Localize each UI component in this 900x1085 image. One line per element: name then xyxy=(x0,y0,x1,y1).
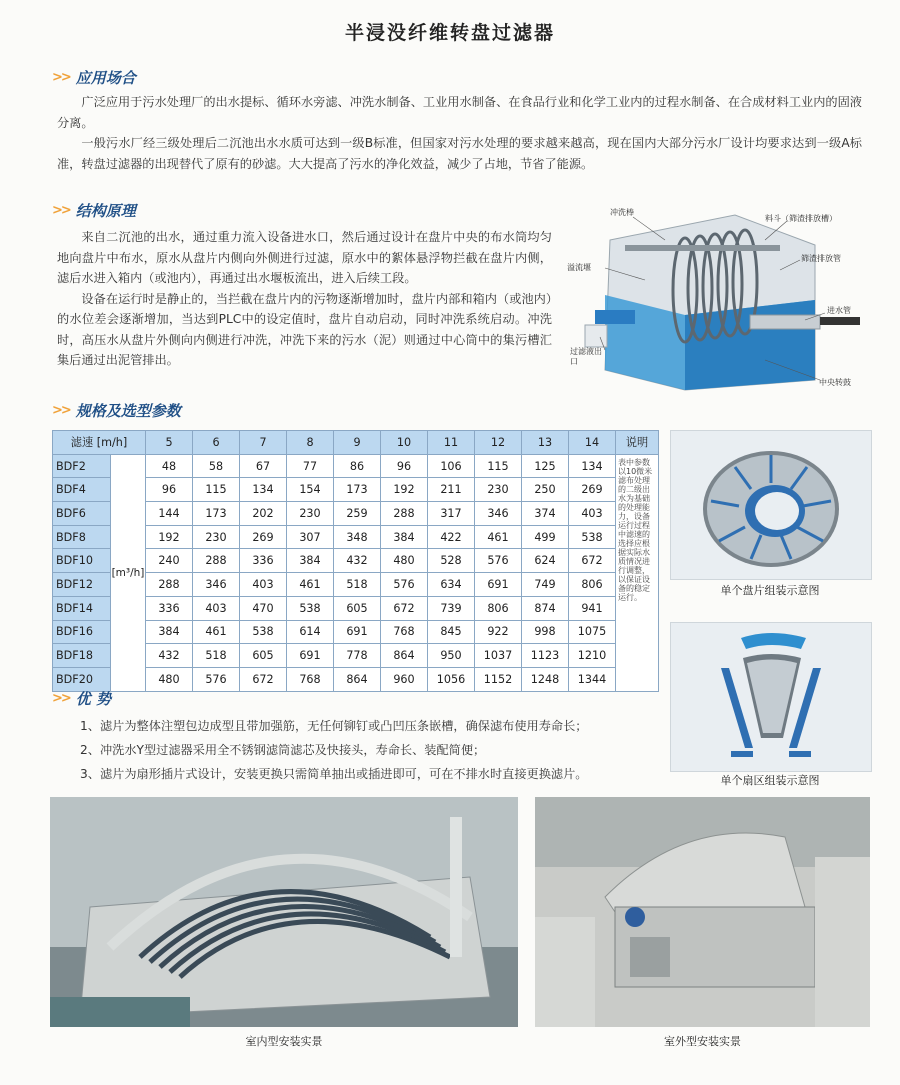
disc-icon xyxy=(671,431,871,579)
sector-illustration xyxy=(670,622,872,772)
value-cell: 1037 xyxy=(475,644,522,668)
value-cell: 230 xyxy=(287,502,334,526)
model-cell: BDF2 xyxy=(53,454,111,478)
note-cell: 表中参数以10微米滤布处理的二级出水为基础的处理能力，设备运行过程中滤速的选择应根据实际水质情况进行调整，以保证设备的稳定运行。 xyxy=(616,454,659,691)
paragraph: 设备在运行时是静止的，当拦截在盘片内的污物逐渐增加时，盘片内部和箱内（或池内）的水位差会逐渐增加，当达到PLC中的设定值时，盘片自动启动，同时冲洗系统启动。冲洗时，高压水从盘片外侧向内侧进行冲洗，冲洗下来的污水（泥）则通过中心筒中的集污槽汇集后通过出泥管排出。 xyxy=(57,291,552,367)
value-cell: 1123 xyxy=(522,644,569,668)
speed-header: 9 xyxy=(334,431,381,455)
value-cell: 576 xyxy=(381,573,428,597)
chevron-right-icon: >> xyxy=(52,403,70,418)
value-cell: 115 xyxy=(475,454,522,478)
value-cell: 58 xyxy=(193,454,240,478)
value-cell: 922 xyxy=(475,620,522,644)
corner-header: 滤速 [m/h] xyxy=(53,431,146,455)
value-cell: 806 xyxy=(475,596,522,620)
value-cell: 125 xyxy=(522,454,569,478)
speed-header: 10 xyxy=(381,431,428,455)
list-item: 2、冲洗水Y型过滤器采用全不锈钢滤筒滤芯及快接头，寿命长、装配简便； xyxy=(80,743,486,757)
value-cell: 1344 xyxy=(569,667,616,691)
section-title: 应用场合 xyxy=(75,69,136,87)
value-cell: 384 xyxy=(287,549,334,573)
section-heading-application xyxy=(52,67,136,88)
label-overflow-weir: 溢流堰 xyxy=(567,263,591,272)
value-cell: 634 xyxy=(428,573,475,597)
value-cell: 192 xyxy=(146,525,193,549)
model-cell: BDF8 xyxy=(53,525,111,549)
value-cell: 192 xyxy=(381,478,428,502)
value-cell: 48 xyxy=(146,454,193,478)
value-cell: 346 xyxy=(193,573,240,597)
section-heading-advantages xyxy=(52,688,111,709)
value-cell: 77 xyxy=(287,454,334,478)
model-cell: BDF18 xyxy=(53,644,111,668)
indoor-installation-image xyxy=(50,797,518,1027)
disc-illustration xyxy=(670,430,872,580)
value-cell: 403 xyxy=(569,502,616,526)
list-item: 3、滤片为扇形插片式设计，安装更换只需简单抽出或插进即可，可在不排水时直接更换滤片。 xyxy=(80,767,588,781)
paragraph: 一般污水厂经三级处理后二沉池出水水质可达到一级B标准，但国家对污水处理的要求越来越高，现在国内大部分污水厂设计均要求达到一级A标准，转盘过滤器的出现替代了原有的砂滤。大大提高了污水的净化效益，减少了占地，节省了能源。 xyxy=(57,136,862,171)
outdoor-caption: 室外型安装实景 xyxy=(664,1035,741,1048)
principle-text xyxy=(57,227,552,371)
value-cell: 211 xyxy=(428,478,475,502)
paragraph: 广泛应用于污水处理厂的出水提标、循环水旁滤、冲洗水制备、工业用水制备、在食品行业和化学工业内的过程水制备、在合成材料工业内的固液分离。 xyxy=(57,95,862,130)
value-cell: 778 xyxy=(334,644,381,668)
value-cell: 950 xyxy=(428,644,475,668)
value-cell: 614 xyxy=(287,620,334,644)
value-cell: 941 xyxy=(569,596,616,620)
value-cell: 461 xyxy=(475,525,522,549)
value-cell: 538 xyxy=(569,525,616,549)
label-hopper: 料斗（筛渣排放槽） xyxy=(765,214,837,223)
model-cell: BDF16 xyxy=(53,620,111,644)
model-cell: BDF6 xyxy=(53,502,111,526)
table-row xyxy=(53,454,659,478)
value-cell: 605 xyxy=(334,596,381,620)
value-cell: 960 xyxy=(381,667,428,691)
structure-diagram xyxy=(565,205,870,395)
indoor-caption: 室内型安装实景 xyxy=(245,1035,323,1048)
value-cell: 576 xyxy=(475,549,522,573)
value-cell: 806 xyxy=(569,573,616,597)
value-cell: 336 xyxy=(146,596,193,620)
value-cell: 432 xyxy=(334,549,381,573)
model-cell: BDF12 xyxy=(53,573,111,597)
value-cell: 470 xyxy=(240,596,287,620)
unit-cell: [m³/h] xyxy=(111,454,146,691)
value-cell: 461 xyxy=(287,573,334,597)
chevron-right-icon: >> xyxy=(52,691,70,706)
value-cell: 336 xyxy=(240,549,287,573)
value-cell: 672 xyxy=(569,549,616,573)
value-cell: 499 xyxy=(522,525,569,549)
value-cell: 288 xyxy=(146,573,193,597)
section-heading-spec xyxy=(52,400,181,421)
value-cell: 864 xyxy=(381,644,428,668)
value-cell: 288 xyxy=(381,502,428,526)
value-cell: 173 xyxy=(193,502,240,526)
section-title: 规格及选型参数 xyxy=(75,402,181,420)
value-cell: 259 xyxy=(334,502,381,526)
value-cell: 1056 xyxy=(428,667,475,691)
disc-caption: 单个盘片组装示意图 xyxy=(720,584,820,597)
value-cell: 348 xyxy=(334,525,381,549)
value-cell: 768 xyxy=(381,620,428,644)
application-text xyxy=(57,92,862,174)
value-cell: 317 xyxy=(428,502,475,526)
model-cell: BDF20 xyxy=(53,667,111,691)
speed-header: 6 xyxy=(193,431,240,455)
value-cell: 998 xyxy=(522,620,569,644)
value-cell: 422 xyxy=(428,525,475,549)
model-cell: BDF10 xyxy=(53,549,111,573)
value-cell: 432 xyxy=(146,644,193,668)
value-cell: 134 xyxy=(569,454,616,478)
label-center-drum: 中央转鼓 xyxy=(819,378,851,387)
value-cell: 346 xyxy=(475,502,522,526)
value-cell: 1248 xyxy=(522,667,569,691)
sector-caption: 单个扇区组装示意图 xyxy=(720,774,820,787)
value-cell: 86 xyxy=(334,454,381,478)
value-cell: 739 xyxy=(428,596,475,620)
paragraph: 来自二沉池的出水，通过重力流入设备进水口，然后通过设计在盘片中央的布水筒均匀地向盘片中布水，原水从盘片内侧向外侧进行过滤，原水中的絮体悬浮物拦截在盘片内侧，滤后水进入箱内（或池内），再通过出水堰板流出，进入后续工段。 xyxy=(57,230,552,285)
value-cell: 269 xyxy=(569,478,616,502)
note-header: 说明 xyxy=(616,431,659,455)
speed-header: 13 xyxy=(522,431,569,455)
model-cell: BDF14 xyxy=(53,596,111,620)
value-cell: 106 xyxy=(428,454,475,478)
page-title: 半浸没纤维转盘过滤器 xyxy=(344,22,555,44)
value-cell: 403 xyxy=(193,596,240,620)
value-cell: 307 xyxy=(287,525,334,549)
value-cell: 1152 xyxy=(475,667,522,691)
value-cell: 672 xyxy=(240,667,287,691)
advantages-list xyxy=(80,716,660,788)
value-cell: 749 xyxy=(522,573,569,597)
label-flush-bar: 冲洗棒 xyxy=(610,208,634,217)
value-cell: 1075 xyxy=(569,620,616,644)
value-cell: 691 xyxy=(475,573,522,597)
value-cell: 672 xyxy=(381,596,428,620)
value-cell: 528 xyxy=(428,549,475,573)
value-cell: 96 xyxy=(381,454,428,478)
value-cell: 461 xyxy=(193,620,240,644)
value-cell: 288 xyxy=(193,549,240,573)
value-cell: 250 xyxy=(522,478,569,502)
value-cell: 144 xyxy=(146,502,193,526)
value-cell: 1210 xyxy=(569,644,616,668)
value-cell: 115 xyxy=(193,478,240,502)
label-filtrate-outlet: 过滤液出口 xyxy=(570,347,602,366)
value-cell: 538 xyxy=(287,596,334,620)
value-cell: 874 xyxy=(522,596,569,620)
value-cell: 230 xyxy=(475,478,522,502)
speed-header: 7 xyxy=(240,431,287,455)
speed-header: 8 xyxy=(287,431,334,455)
outdoor-photo xyxy=(535,797,870,1027)
chevron-right-icon: >> xyxy=(52,203,70,218)
value-cell: 230 xyxy=(193,525,240,549)
table-header-row xyxy=(53,431,659,455)
filter-structure-illustration xyxy=(565,205,870,395)
value-cell: 96 xyxy=(146,478,193,502)
value-cell: 240 xyxy=(146,549,193,573)
section-heading-principle xyxy=(52,200,136,221)
label-screen-drain: 筛渣排放管 xyxy=(801,254,841,263)
value-cell: 576 xyxy=(193,667,240,691)
value-cell: 768 xyxy=(287,667,334,691)
value-cell: 624 xyxy=(522,549,569,573)
value-cell: 403 xyxy=(240,573,287,597)
value-cell: 384 xyxy=(381,525,428,549)
value-cell: 538 xyxy=(240,620,287,644)
value-cell: 480 xyxy=(146,667,193,691)
speed-header: 14 xyxy=(569,431,616,455)
value-cell: 384 xyxy=(146,620,193,644)
value-cell: 480 xyxy=(381,549,428,573)
value-cell: 374 xyxy=(522,502,569,526)
speed-header: 12 xyxy=(475,431,522,455)
label-inlet-pipe: 进水管 xyxy=(827,306,851,315)
value-cell: 67 xyxy=(240,454,287,478)
value-cell: 134 xyxy=(240,478,287,502)
value-cell: 518 xyxy=(334,573,381,597)
model-cell: BDF4 xyxy=(53,478,111,502)
value-cell: 518 xyxy=(193,644,240,668)
chevron-right-icon: >> xyxy=(52,70,70,85)
value-cell: 691 xyxy=(334,620,381,644)
value-cell: 202 xyxy=(240,502,287,526)
indoor-photo xyxy=(50,797,518,1027)
sector-icon xyxy=(671,623,871,771)
section-title: 结构原理 xyxy=(75,202,136,220)
value-cell: 173 xyxy=(334,478,381,502)
speed-header: 5 xyxy=(146,431,193,455)
speed-header: 11 xyxy=(428,431,475,455)
spec-table xyxy=(52,430,659,692)
value-cell: 154 xyxy=(287,478,334,502)
section-title: 优 势 xyxy=(75,690,112,708)
value-cell: 845 xyxy=(428,620,475,644)
value-cell: 864 xyxy=(334,667,381,691)
value-cell: 269 xyxy=(240,525,287,549)
list-item: 1、滤片为整体注塑包边成型且带加强筋，无任何铆钉或凸凹压条嵌槽，确保滤布使用寿命长； xyxy=(80,719,588,733)
value-cell: 605 xyxy=(240,644,287,668)
outdoor-installation-image xyxy=(535,797,870,1027)
value-cell: 691 xyxy=(287,644,334,668)
